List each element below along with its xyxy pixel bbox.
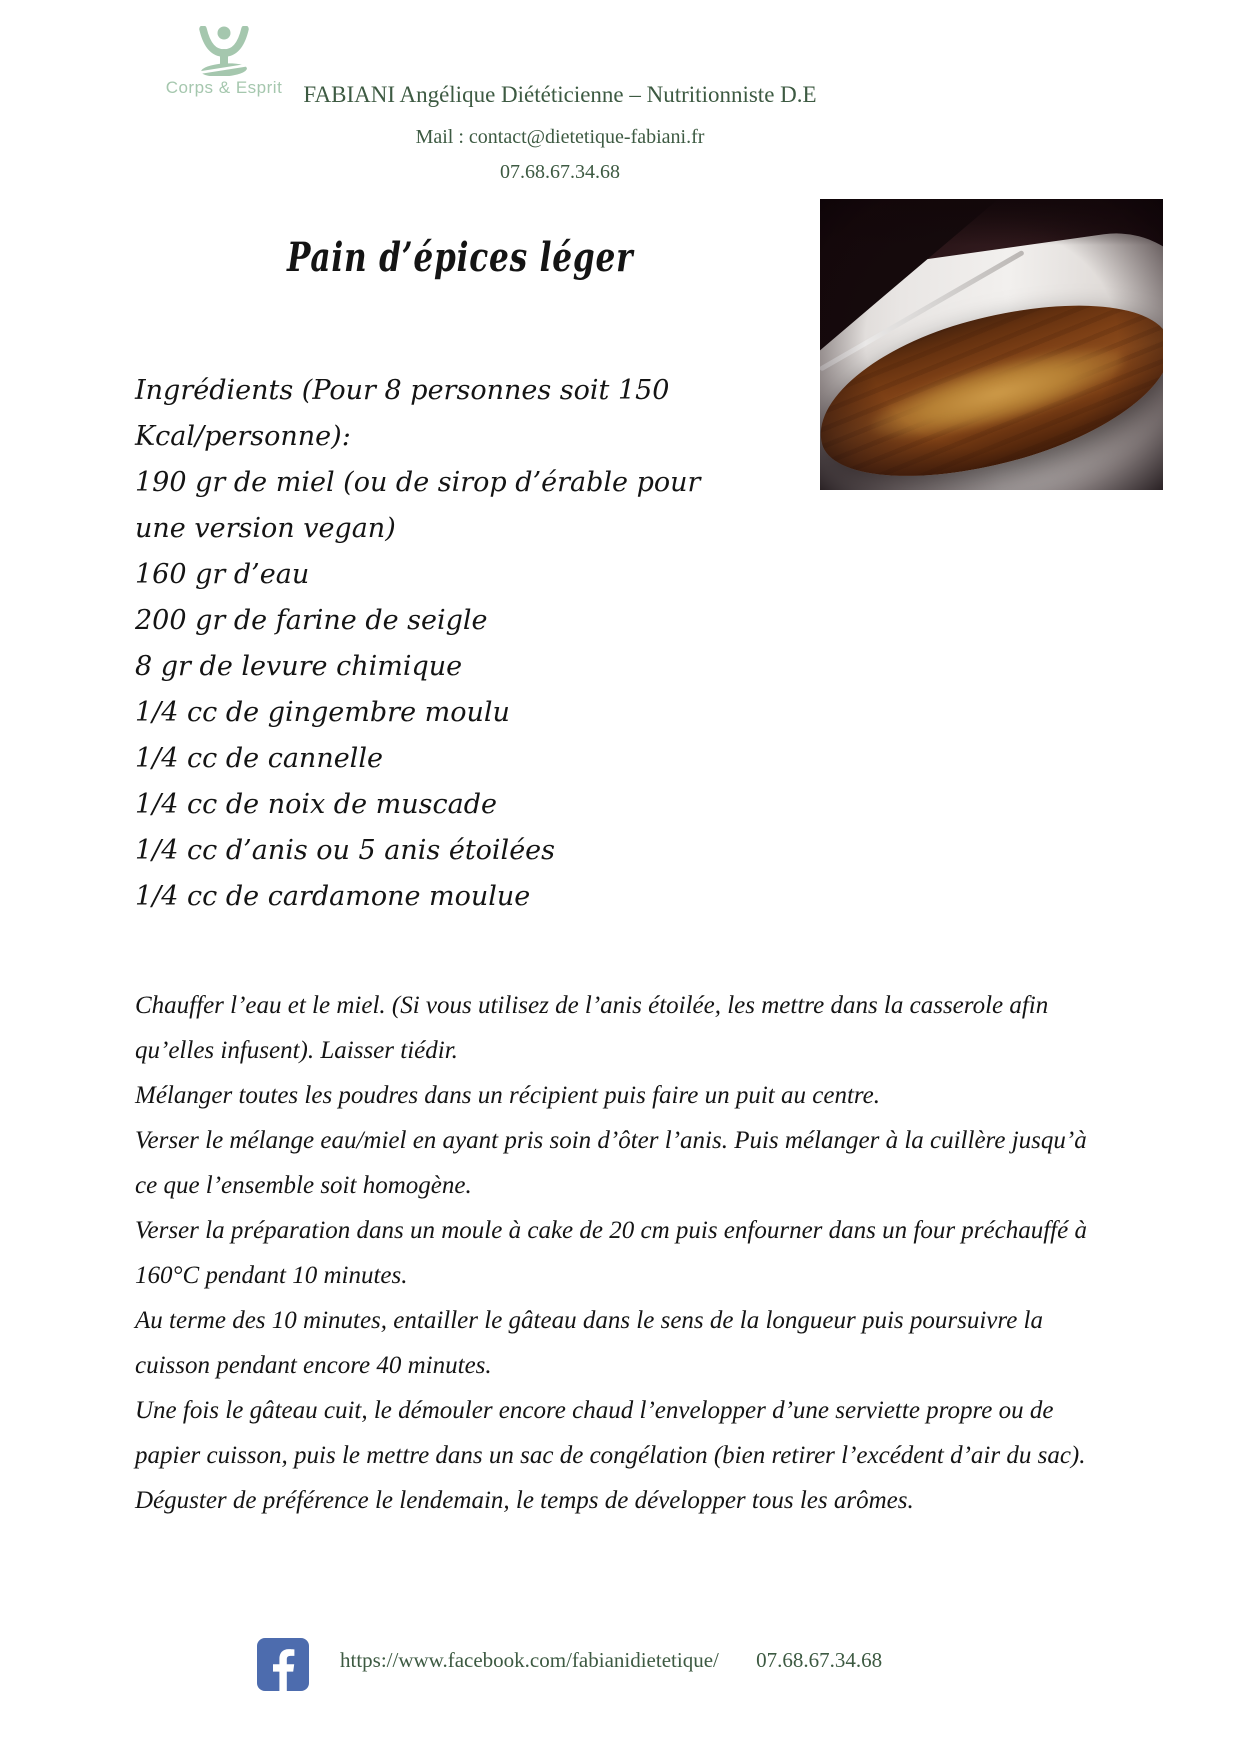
facebook-url-text: https://www.facebook.com/fabianidietetique/ <box>340 1648 719 1672</box>
ingredient-line: une version vegan) <box>135 513 396 544</box>
photo-vignette <box>820 199 1163 490</box>
ingredient-line: 200 gr de farine de seigle <box>135 605 488 636</box>
ingredient-line: 1/4 cc de gingembre moulu <box>135 697 510 728</box>
ingredient-line: 190 gr de miel (ou de sirop d’érable pour <box>135 467 701 498</box>
header-practitioner-name: FABIANI Angélique Diététicienne – Nutritionniste D.E <box>303 82 817 107</box>
ingredient-line: 1/4 cc d’anis ou 5 anis étoilées <box>135 835 556 866</box>
ingredient-line: 8 gr de levure chimique <box>135 651 463 682</box>
ingredient-line: 1/4 cc de cardamone moulue <box>135 881 531 912</box>
ingredient-line: Kcal/personne): <box>135 421 351 452</box>
instruction-paragraph: Mélanger toutes les poudres dans un récipient puis faire un puit au centre. <box>135 1082 881 1109</box>
ingredient-line: 1/4 cc de cannelle <box>135 743 383 774</box>
instruction-paragraph: Une fois le gâteau cuit, le démouler encore chaud l’envelopper d’une serviette propre ou de papier cuisson, puis le mettre dans un sac de congélation (bien retirer l’excédent d’air du sac). <box>135 1397 1086 1469</box>
ingredient-line: 160 gr d’eau <box>135 559 310 590</box>
recipe-photo <box>820 199 1163 490</box>
instruction-paragraph: Au terme des 10 minutes, entailler le gâteau dans le sens de la longueur puis poursuivre la cuisson pendant encore 40 minutes. <box>135 1307 1043 1379</box>
ingredient-line: 1/4 cc de noix de muscade <box>135 789 497 820</box>
facebook-icon <box>257 1638 309 1691</box>
logo-label: Corps & Esprit <box>165 78 283 97</box>
instruction-paragraph: Verser la préparation dans un moule à cake de 20 cm puis enfourner dans un four préchauffé à 160°C pendant 10 minutes. <box>135 1217 1087 1289</box>
instructions <box>135 983 1087 1523</box>
instruction-paragraph: Déguster de préférence le lendemain, le temps de développer tous les arômes. <box>135 1487 914 1514</box>
person-meditation-icon <box>189 26 259 76</box>
ingredient-line: Ingrédients (Pour 8 personnes soit 150 <box>135 375 670 406</box>
footer <box>340 1648 882 1673</box>
header-email: Mail : contact@dietetique-fabiani.fr <box>415 126 705 148</box>
footer-phone: 07.68.67.34.68 <box>756 1648 883 1672</box>
page-title: Pain d’épices léger <box>287 234 634 281</box>
instruction-paragraph: Verser le mélange eau/miel en ayant pris soin d’ôter l’anis. Puis mélanger à la cuillère jusqu’à ce que l’ensemble soit homogène. <box>135 1127 1087 1199</box>
header-phone: 07.68.67.34.68 <box>500 161 620 183</box>
ingredients-list <box>135 368 700 920</box>
instruction-paragraph: Chauffer l’eau et le miel. (Si vous utilisez de l’anis étoilée, les mettre dans la casserole afin qu’elles infusent). Laisser tiédir. <box>135 992 1049 1064</box>
